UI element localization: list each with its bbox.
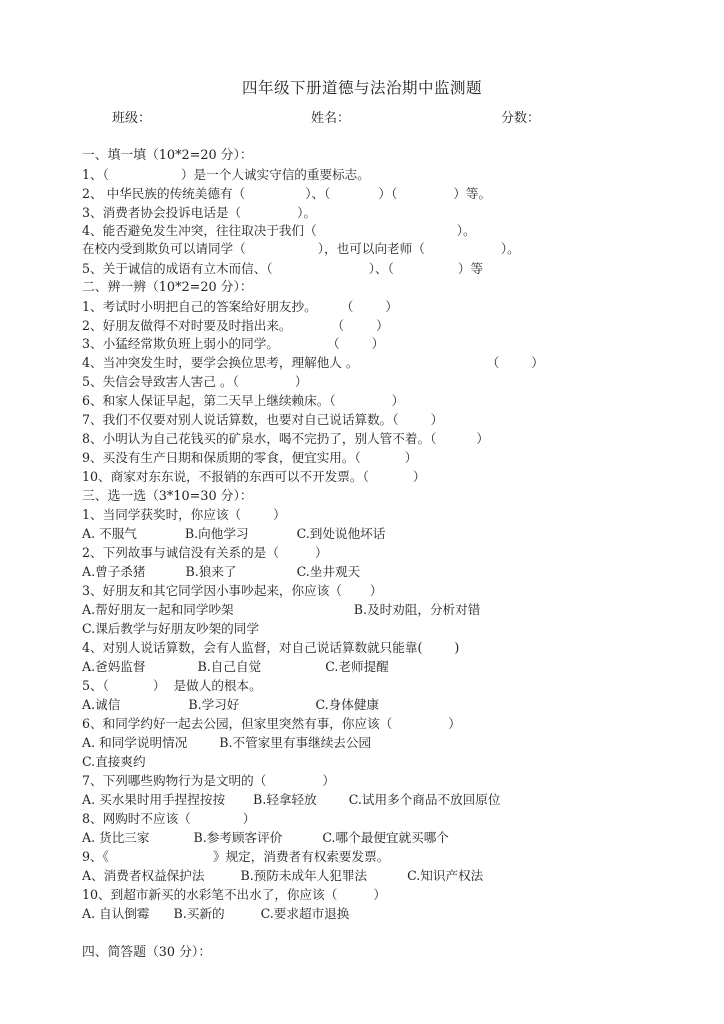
choice-question-1: 1、当同学获奖时，你应该（ ） xyxy=(82,507,286,522)
judge-question-5: 5、失信会导致害人害己 。（ ） xyxy=(82,374,308,389)
judge-question-2: 2、好朋友做得不对时要及时指出来。 （ ） xyxy=(82,318,389,333)
choice-options-6ab: A. 和同学说明情况 B.不管家里有事继续去公园 xyxy=(82,735,372,750)
score-label: 分数： xyxy=(501,111,541,126)
section3-heading: 三、选一选（3*10=30 分）： xyxy=(82,489,253,504)
fill-question-4-cont: 在校内受到欺负可以请同学（ ），也可以向老师（ ）。 xyxy=(82,241,520,256)
choice-options-10: A. 自认倒霉 B.买新的 C.要求超市退换 xyxy=(82,906,350,921)
judge-question-6: 6、和家人保证早起，第二天早上继续赖床。（ ） xyxy=(82,393,405,408)
exam-title: 四年级下册道德与法治期中监测题 xyxy=(241,79,482,97)
choice-options-3c: C.课后教学与好朋友吵架的同学 xyxy=(82,621,259,636)
fill-question-1: 1、（ ）是一个人诚实守信的重要标志。 xyxy=(82,167,370,182)
choice-options-2: A.曾子杀猪 B.狼来了 C.坐井观天 xyxy=(82,564,361,579)
choice-question-7: 7、下列哪些购物行为是文明的（ ） xyxy=(82,773,335,788)
choice-question-3: 3、好朋友和其它同学因小事吵起来，你应该（ ） xyxy=(82,583,383,598)
fill-question-5: 5、关于诚信的成语有立木而信、（ ）、（ ）等 xyxy=(82,261,484,276)
choice-question-6: 6、和同学约好一起去公园，但家里突然有事，你应该（ ） xyxy=(82,716,461,731)
fill-question-4: 4、能否避免发生冲突，往往取决于我们（ ）。 xyxy=(82,223,476,238)
choice-question-8: 8、网购时不应该（ ） xyxy=(82,811,256,826)
section4-heading: 四、简答题（30 分）： xyxy=(82,945,212,960)
choice-question-5: 5、（ ） 是做人的根本。 xyxy=(82,678,262,693)
judge-question-8: 8、小明认为自己花钱买的矿泉水，喝不完扔了，别人管不着。（ ） xyxy=(82,431,489,446)
section1-heading: 一、填一填（10*2=20 分）： xyxy=(82,148,253,163)
fill-question-2: 2、 中华民族的传统美德有（ ）、（ ）（ ）等。 xyxy=(82,186,492,201)
choice-options-5: A.诚信 B.学习好 C.身体健康 xyxy=(82,697,380,712)
choice-options-7: A. 买水果时用手捏捏按按 B.轻拿轻放 C.试用多个商品不放回原位 xyxy=(82,792,501,807)
section2-heading: 二、辨一辨（10*2=20 分）： xyxy=(82,280,253,295)
judge-question-1: 1、考试时小明把自己的答案给好朋友抄。 （ ） xyxy=(82,299,398,314)
judge-question-3: 3、小猛经常欺负班上弱小的同学。 （ ） xyxy=(82,336,385,351)
judge-question-9: 9、买没有生产日期和保质期的零食，便宜实用。（ ） xyxy=(82,450,418,465)
judge-question-4: 4、当冲突发生时，要学会换位思考，理解他人 。 （ ） xyxy=(82,355,544,370)
choice-question-9: 9、《 》规定，消费者有权索要发票。 xyxy=(82,849,390,864)
judge-question-10: 10、商家对东东说，不报销的东西可以不开发票。（ ） xyxy=(82,469,426,484)
class-label: 班级： xyxy=(112,111,152,126)
choice-question-4: 4、对别人说话算数，会有人监督，对自己说话算数就只能靠( ) xyxy=(82,640,460,655)
choice-question-2: 2、下列故事与诚信没有关系的是（ ） xyxy=(82,545,328,560)
choice-options-3ab: A.帮好朋友一起和同学吵架 B.及时劝阻，分析对错 xyxy=(82,602,481,617)
choice-options-9: A、消费者权益保护法 B.预防未成年人犯罪法 C.知识产权法 xyxy=(82,868,484,883)
judge-question-7: 7、我们不仅要对别人说话算数，也要对自己说话算数。（ ） xyxy=(82,412,444,427)
choice-question-10: 10、到超市新买的水彩笔不出水了，你应该（ ） xyxy=(82,887,386,902)
choice-options-1: A. 不服气 B.向他学习 C.到处说他坏话 xyxy=(82,526,386,541)
choice-options-6c: C.直接爽约 xyxy=(82,754,146,769)
name-label: 姓名： xyxy=(311,111,351,126)
fill-question-3: 3、消费者协会投诉电话是（ ）。 xyxy=(82,205,317,220)
choice-options-4: A.爸妈监督 B.自己自觉 C.老师提醒 xyxy=(82,659,389,674)
choice-options-8: A. 货比三家 B.参考顾客评价 C.哪个最便宜就买哪个 xyxy=(82,830,449,845)
